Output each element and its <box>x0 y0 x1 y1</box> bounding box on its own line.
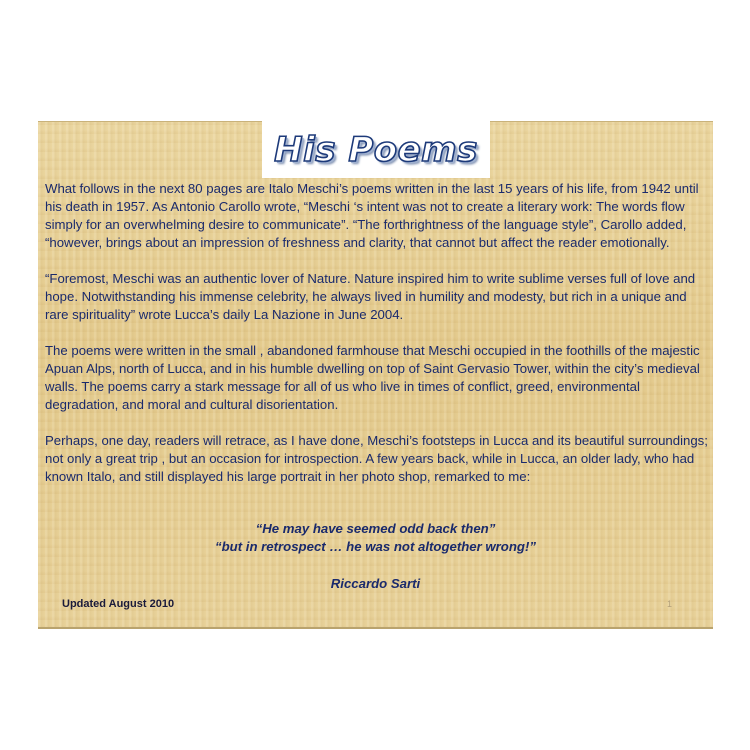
page-title: His Poems <box>274 129 478 170</box>
body-text <box>45 180 712 504</box>
slide-edge <box>38 627 713 629</box>
slide <box>38 121 713 629</box>
paragraph: Perhaps, one day, readers will retrace, as I have done, Meschi’s footsteps in Lucca and its beautiful surroundings; not only a great trip , but an occasion for introspection. A few years back, while in Lucca, an older lady, who had known Italo, and still displayed his large portrait in her photo shop, remarked to me: <box>45 433 708 484</box>
updated-note: Updated August 2010 <box>62 598 175 610</box>
quote-line: “He may have seemed odd back then” <box>255 521 496 536</box>
paragraph: “Foremost, Meschi was an authentic lover of Nature. Nature inspired him to write sublime verses full of love and hope. Notwithstanding his immense celebrity, he always lived in humility and modesty, but rich in a unique and rare spirituality” wrote Lucca’s daily La Nazione in June 2004. <box>45 271 696 322</box>
paragraph: The poems were written in the small , abandoned farmhouse that Meschi occupied in the foothills of the majestic Apuan Alps, north of Lucca, and in his humble dwelling on top of Saint Gervasio Tower, within the city’s medieval walls. The poems carry a stark message for all of us who live in times of conflict, greed, environmental degradation, and moral and cultural disorientation. <box>45 343 700 412</box>
page-number: 1 <box>666 599 672 609</box>
title-box <box>262 121 490 178</box>
signature: Riccardo Sarti <box>330 576 421 591</box>
quote-line: “but in retrospect … he was not altogether wrong!” <box>215 539 536 554</box>
paragraph: What follows in the next 80 pages are Italo Meschi’s poems written in the last 15 years of his life, from 1942 until his death in 1957. As Antonio Carollo wrote, “Meschi ‘s intent was not to create a literary work: The words flow simply for an overwhelming desire to communicate”. “The forthrightness of the language style”, Carollo added, “however, brings about an impression of freshness and clarity, that cannot but affect the reader emotionally. <box>45 181 699 250</box>
